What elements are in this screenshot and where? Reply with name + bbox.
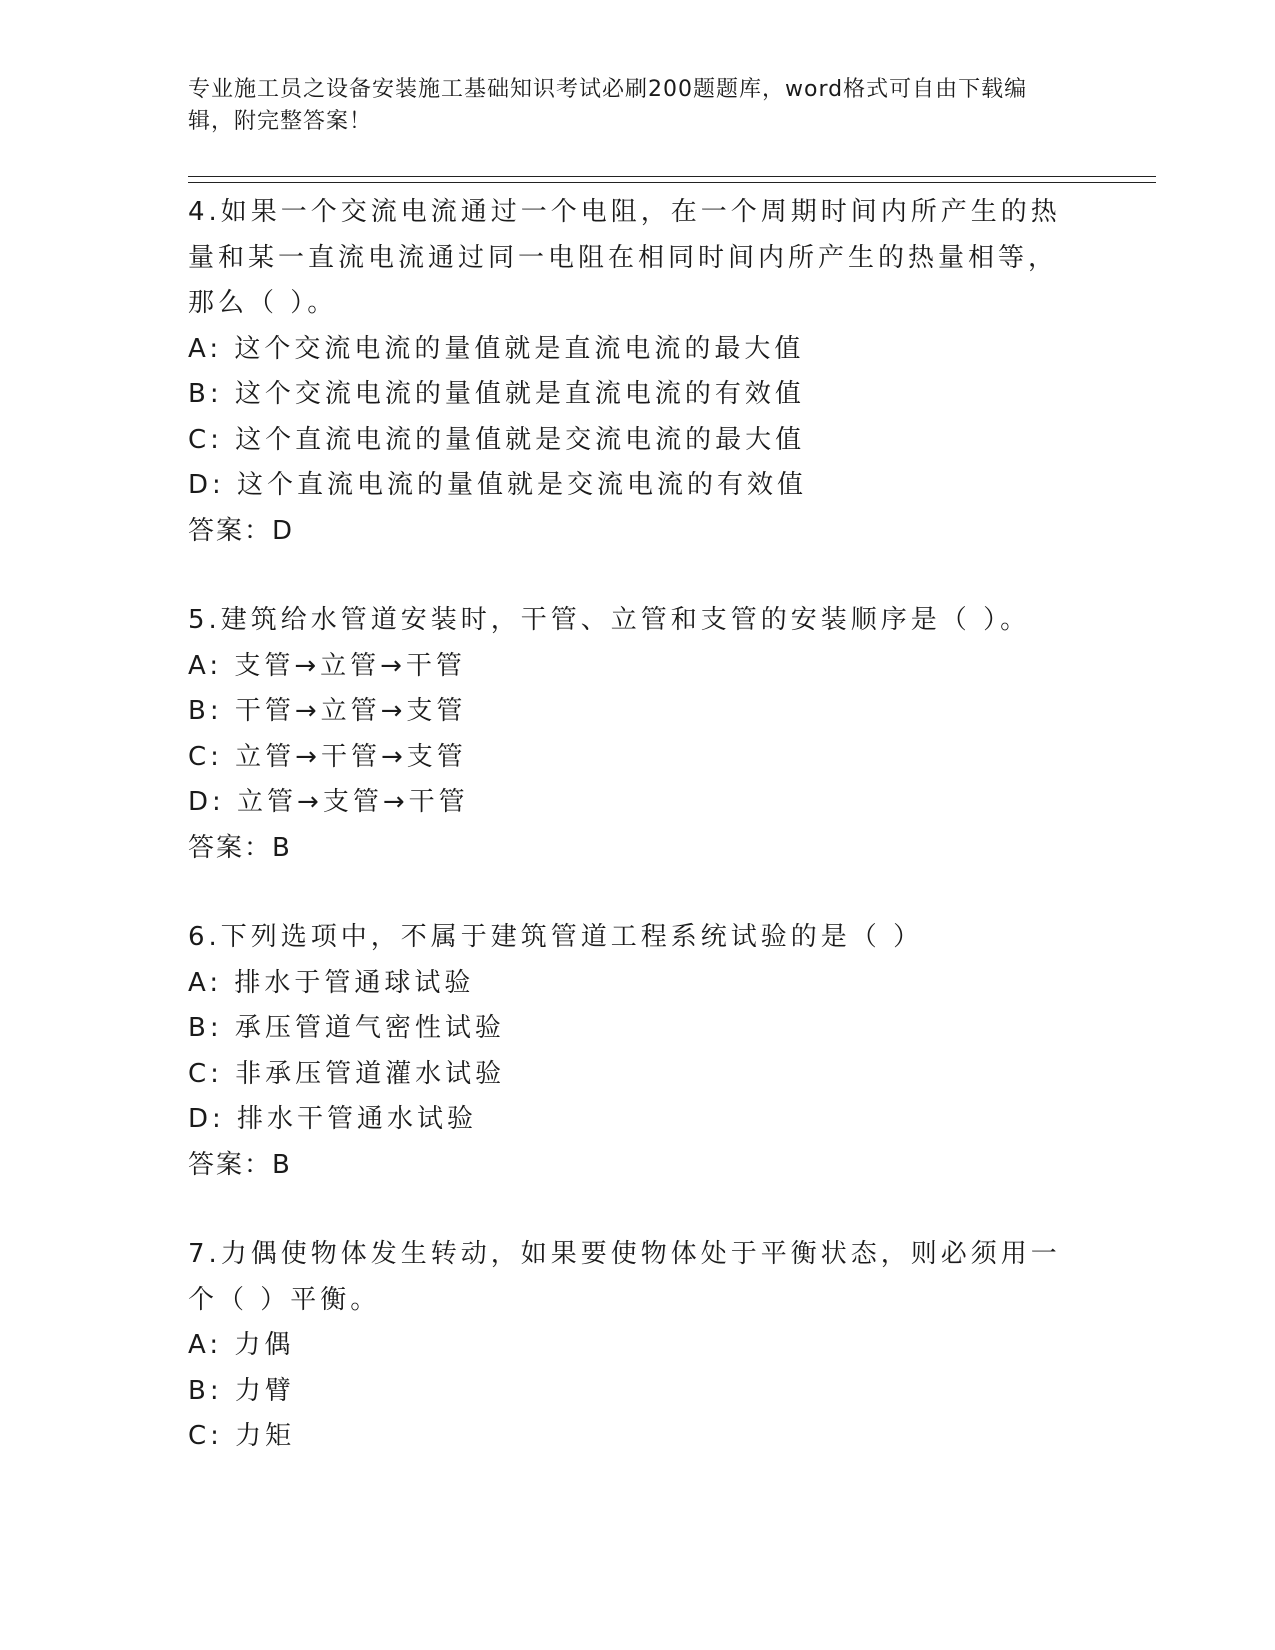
question-stem: 5.建筑给水管道安装时，干管、立管和支管的安装顺序是（ ）。: [188, 605, 1031, 635]
option-b: B: 干管→立管→支管: [188, 696, 467, 726]
option-c: C: 这个直流电流的量值就是交流电流的最大值: [188, 424, 806, 455]
answer: 答案：D: [188, 515, 295, 546]
question-7: [188, 1232, 1088, 1460]
option-d: D: 这个直流电流的量值就是交流电流的有效值: [188, 470, 808, 500]
option-a: A: 这个交流电流的量值就是直流电流的最大值: [188, 333, 805, 364]
question-4: [188, 190, 1088, 554]
option-b: B: 力臂: [188, 1375, 295, 1406]
question-list: [188, 190, 1088, 1460]
header-rule-top: [188, 176, 1156, 177]
option-b: B: 这个交流电流的量值就是直流电流的有效值: [188, 379, 805, 409]
option-c: C: 非承压管道灌水试验: [188, 1058, 506, 1089]
header-rule-bottom: [188, 182, 1156, 183]
option-d: D: 立管→支管→干管: [188, 787, 469, 817]
question-stem: 7.力偶使物体发生转动，如果要使物体处于平衡状态，则必须用一个（ ）平衡。: [188, 1239, 1061, 1315]
option-d: D: 排水干管通水试验: [188, 1104, 478, 1134]
option-b: B: 承压管道气密性试验: [188, 1013, 505, 1043]
option-a: A: 排水于管通球试验: [188, 967, 475, 998]
question-5: [188, 598, 1088, 871]
option-a: A: 支管→立管→干管: [188, 650, 466, 681]
question-stem: 6.下列选项中，不属于建筑管道工程系统试验的是（ ）: [188, 922, 924, 952]
answer: 答案：B: [188, 832, 292, 863]
question-6: [188, 915, 1088, 1188]
option-a: A: 力偶: [188, 1330, 295, 1360]
answer: 答案：B: [188, 1149, 292, 1180]
question-stem: 4.如果一个交流电流通过一个电阻，在一个周期时间内所产生的热量和某一直流电流通过同一电阻在相同时间内所产生的热量相等，那么（ ）。: [188, 197, 1061, 318]
document-header: 专业施工员之设备安装施工基础知识考试必刷200题题库，word格式可自由下载编辑，附完整答案！: [188, 77, 1028, 134]
option-c: C: 立管→干管→支管: [188, 741, 467, 772]
option-c: C: 力矩: [188, 1421, 296, 1451]
